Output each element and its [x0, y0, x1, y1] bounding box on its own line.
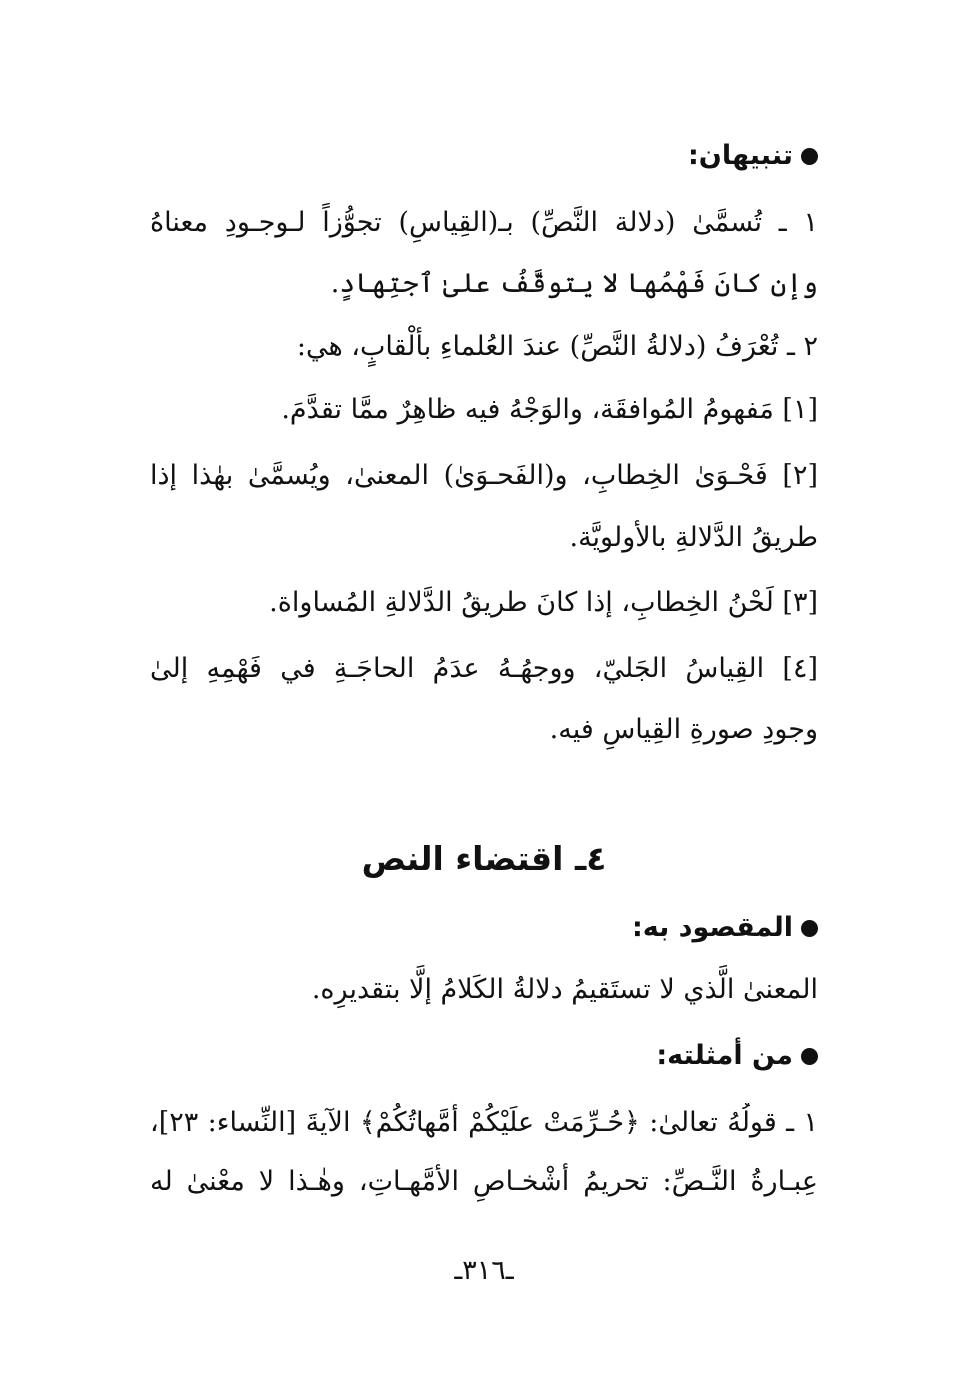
bullet-icon: [801, 1048, 818, 1065]
definition: المعنىٰ الَّذي لا تستَقيمُ دلالةُ الكَلامُ إلَّا بتقديرِه.: [311, 974, 818, 1005]
note1-line2: وإن كانَ فَهْمُها لا يتوقَّفُ علىٰ ٱجتِهادٍ.: [330, 268, 818, 299]
example1-line1: ١ ـ قولُهُ تعالىٰ: ﴿حُـرِّمَتْ علَيْكُمْ أُمَّهاتُكُمْ﴾ الآيةَ [النِّساء: ٢٣]،: [150, 1107, 818, 1138]
bullet-icon: [801, 148, 818, 165]
item2-line2: طريقُ الدَّلالةِ بالأولويَّة.: [569, 522, 818, 553]
item3: [٣] لَحْنُ الخِطابِ، إذا كانَ طريقُ الدَّلالةِ المُساواة.: [269, 587, 818, 618]
bullet-icon: [801, 920, 818, 937]
page-number: ـ٣١٦ـ: [454, 1255, 514, 1286]
item1: [١] مَفهومُ المُوافقَة، والوَجْهُ فيه ظاهِرٌ ممَّا تقدَّمَ.: [281, 394, 818, 425]
example1-line2: عِبـارةُ النَّـصِّ: تحريمُ أَشْخـاصِ الأمَّهـاتِ، وهٰـذا لا معْنىٰ له: [150, 1166, 818, 1197]
examples-heading: [656, 1036, 818, 1076]
note2-line1: ٢ ـ تُعْرَفُ (دلالةُ النَّصِّ) عندَ العُلماءِ بألْقابٍ، هي:: [296, 331, 818, 362]
note1-line1: ١ ـ تُسمَّىٰ (دلالة النَّصِّ) بـ(القِياسِ) تجوُّزاً لـوجـودِ معناهُ: [150, 207, 818, 238]
document-page: [150, 0, 818, 1376]
item4-line1: [٤] القِياسُ الجَليّ، ووجهُـهُ عدَمُ الحاجَـةِ في فَهْمِهِ إلىٰ: [150, 653, 818, 684]
examples-heading-text: من أمثلته:: [656, 1040, 793, 1071]
notes-heading-text: تنبيهان:: [687, 140, 793, 171]
item2-line1: [٢] فَحْـوَىٰ الخِطابِ، و(الفَحـوَىٰ) المعنىٰ، ويُسمَّىٰ بهٰذا إذا: [150, 460, 818, 491]
section-title: ٤ـ اقتضاء النص: [361, 839, 607, 878]
meaning-heading-text: المقصود به:: [631, 912, 793, 943]
meaning-heading: [632, 908, 818, 948]
notes-heading: [688, 136, 818, 176]
item4-line2: وجودِ صورةِ القِياسِ فيه.: [549, 714, 818, 745]
